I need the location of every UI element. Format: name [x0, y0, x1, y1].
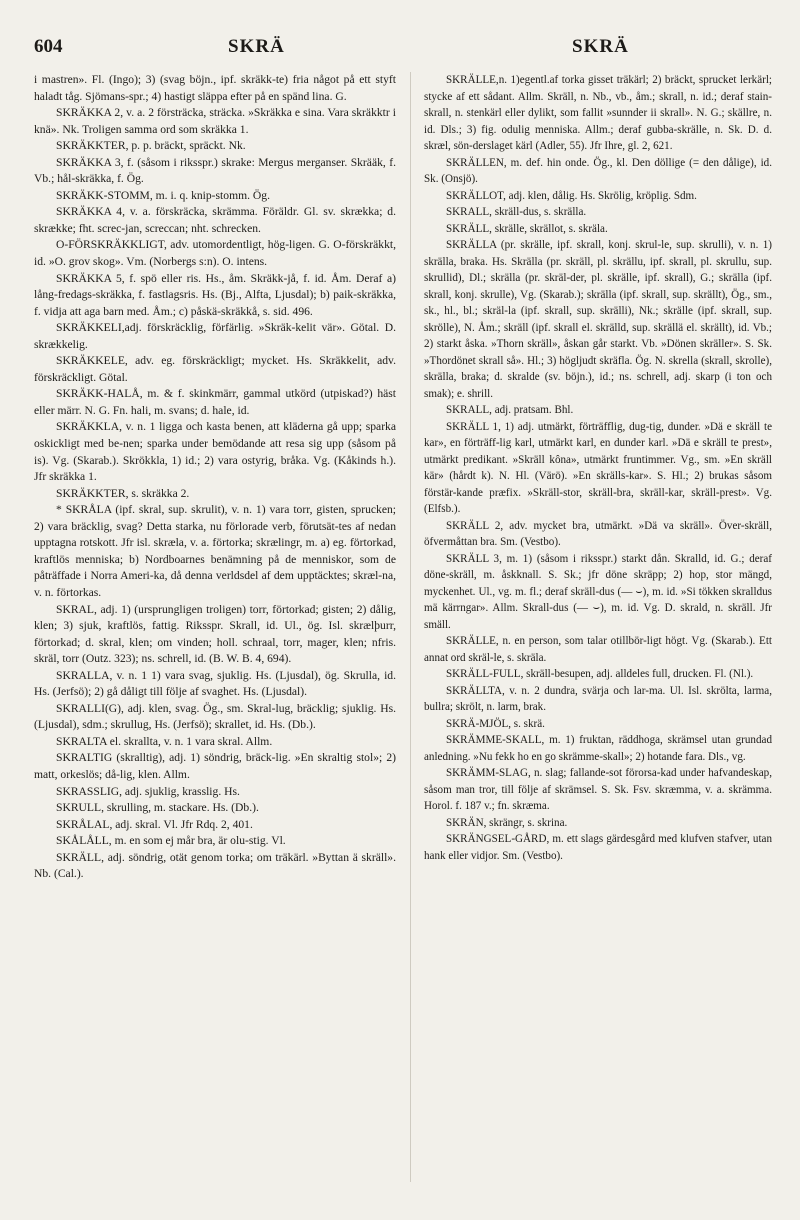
entry-skrall-ref: SKRALL, skräll-dus, s. skrälla. — [446, 206, 587, 218]
entry-o-forskrakkligt: O-FÖRSKRÄKKLIGT, adv. utomordentligt, hög-ligen. G. O-förskräkkt, id. »O. grov skog». Vm. (Norbergs s:n). O. intens. — [34, 238, 396, 269]
column-gutter — [410, 72, 411, 1182]
entry-skra-mjol: SKRÄ-MJÖL, s. skrä. — [446, 717, 545, 730]
entry-skrakka-5: SKRÄKKA 5, f. spö eller ris. Hs., åm. Skräkk-jå, f. id. Åm. Deraf a) lång-fredags-skräkka, f. fastlagsris. Hs. (Bj., Alfta, Ljusdal); b) paik-skräkka, f. vidja att aga barn med. Åm.; c) påskä-skräkkå, s. sid. 496. — [34, 271, 396, 318]
entry-skrallot: SKRÄLLOT, adj. klen, dålig. Hs. Skrölig, kröplig. Sdm. — [446, 189, 697, 202]
entry-skrakkeli: SKRÄKKELI,adj. förskräcklig, förfärlig. »Skräk-kelit vär». Götal. D. skrækkelig. — [34, 321, 396, 351]
entry-skraltig: SKRALTIG (skralltig), adj. 1) söndrig, bräck-lig. »En skraltig stol»; 2) matt, orkeslös; då-lig, klen. Allm. — [34, 751, 396, 781]
entry-skrakkter-ref: SKRÄKKTER, s. skräkka 2. — [56, 486, 190, 500]
entry-skralta: SKRALTA el. skrallta, v. n. 1 vara skral. Allm. — [56, 734, 273, 748]
entry-skrakka-4: SKRÄKKA 4, v. a. förskräcka, skrämma. Föräldr. Gl. sv. skrækka; d. skrække; fht. screc-jan, screccan; nht. schrecken. — [34, 205, 396, 235]
entry-skrall-adj: SKRÄLL, adj. söndrig, otät genom torka; om träkärl. »Byttan ä skräll». Nb. (Cal.). — [34, 850, 396, 881]
entry-skrallen: SKRÄLLEN, m. def. hin onde. Ög., kl. Den döllige (= den dålige), id. Sk. (Onsjö). — [424, 156, 772, 185]
entry-skrakkter: SKRÄKKTER, p. p. bräckt, spräckt. Nk. — [56, 139, 246, 153]
entry-skrakka-3: SKRÄKKA 3, f. (såsom i riksspr.) skrake: Mergus merganser. Skrääk, f. Vb.; hål-skräkka, f. Ög. — [34, 155, 396, 186]
running-header — [34, 36, 766, 64]
entry-skralal: SKRÅLAL, adj. skral. Vl. Jfr Rdq. 2, 401. — [56, 817, 253, 831]
entry-skrakka-2: SKRÄKKA 2, v. a. 2 försträcka, sträcka. »Skräkka e sina. Vara skräkktr i knä». Nk. Troligen samma ord som skräkka 1. — [34, 106, 396, 136]
right-column — [424, 72, 772, 864]
entry-skralla: SKRALLA, v. n. 1 1) vara svag, sjuklig. Hs. (Ljusdal), ög. Skrulla, id. Hs. (Jerfsö); 2) gå dåligt till följe af svaghet. Hs. (Ljusdal). — [34, 668, 396, 699]
running-headword-right: SKRÄ — [572, 36, 629, 57]
entry-skrangsel-gard: SKRÄNGSEL-GÅRD, m. ett slags gärdesgård med klufven stafver, utan hank eller vidjor. Sm. (Vestbo). — [424, 833, 772, 862]
entry-skalall: SKÅLÅLL, m. en som ej mår bra, är olu-stig. Vl. — [56, 834, 286, 848]
page-number: 604 — [34, 36, 63, 57]
entry-skral: SKRAL, adj. 1) (ursprungligen troligen) torr, förtorkad; gisten; 2) dålig, klen; 3) sjuk, kraftlös, fattig. Riksspr. Skrall, id. Ul., ög. Isl. skrælþurr, förtorkad; d. skral, klen; om vinden; holl. schraal, torr, mager, klen; nfris. skräl, torr (Outz. 323); ns. schrell, id. (B. W. B. 4, 694). — [34, 602, 396, 666]
entry-skralle-person: SKRÄLLE, n. en person, som talar otillbör-ligt högt. Vg. (Skarab.). Ett annat ord skräl-le, s. skräla. — [424, 635, 772, 664]
entry-skrakkele: SKRÄKKELE, adv. eg. förskräckligt; mycket. Hs. Skräkkelit, adv. förskräckligt. Götal. — [34, 354, 396, 384]
entry-skramm-slag: SKRÄMM-SLAG, n. slag; fallande-sot förorsa-kad under hafvandeskap, såsom man tror, till följe af skrämsel. S. Sk. Fsv. skræmma, v. a. skrämma. Horol. f. 187 v.; fn. skræma. — [424, 767, 772, 812]
entry-skrasslig: SKRASSLIG, adj. sjuklig, krasslig. Hs. — [56, 784, 240, 798]
entry-skrall-full: SKRÄLL-FULL, skräll-besupen, adj. alldeles full, drucken. Fl. (Nl.). — [446, 668, 754, 680]
entry-skrull: SKRULL, skrulling, m. stackare. Hs. (Db.). — [56, 801, 259, 815]
entry-skrakk-stomm: SKRÄKK-STOMM, m. i. q. knip-stomm. Ög. — [56, 188, 270, 202]
entry-skrakk-hala: SKRÄKK-HALÅ, m. & f. skinkmärr, gammal utkörd (utpiskad?) häst eller märr. N. G. Fn. hali, m. svans; d. hale, id. — [34, 387, 396, 417]
entry-skran: SKRÄN, skrängr, s. skrina. — [446, 816, 568, 829]
entry-skralla-verb: SKRÄLLA (pr. skrälle, ipf. skrall, konj. skrul-le, sup. skrulli), v. n. 1) skrälla, braka. Hs. Skrälla (pr. skräll, pl. skrällu, ipf. skrall, pl. skrullu, sup. skrullid), Dl.; skrälla (pr. skräl-der, pl. skrälle, ipf. skrall), G.; skrälla (ipf. skrall, konj. skrulle), Vg. (Skarab.); skrälla (ipf. skrall, sup. skrällt), Ög., sm., sk., hl., bl.; skräl-la (ipf. skrall, sup. skrälli), Nk.; skrälle (ipf. skrall, sup. skrölle), N. Åm.; skräll (ipf. skrall el. skrälld, sup. skrällä el. skrällt), id. Vb.; 2) starkt åska. »Thorn skräll», åskan går starkt. Vb. »Dönen skräller». S. Sk. »Thordönet skrall så». Hl.; 3) högljudt skräfla. Ög. N. skrella (skrall, skrolle), skrälla, braka; d. skralde (sv. böjn.), id.; ns. schrell, adj. skarp (i ton och smak); e. shrill. — [424, 239, 772, 400]
entry-skrala: * SKRÅLA (ipf. skral, sup. skrulit), v. n. 1) vara torr, gisten, sprucken; 2) vara bräcklig, svag? Detta starka, nu förlorade verb, förutsät-tes af nedan upptagna rotskott. Jfr isl. skræla, v. a. förtorka; skrælingr, m. a) eg. förtorkad, kraftlös menniska; b) Nordboarnes benämning på de menniskor, som de påträffade i Norra Ameri-ka, då denna verldsdel af dem upptäcktes; skræl-na, v. n. förtorkas. — [34, 503, 396, 599]
running-headword-left: SKRÄ — [228, 36, 285, 57]
entry-skralli: SKRALLI(G), adj. klen, svag. Ög., sm. Skral-lug, bräcklig; sjuklig. Hs. (Ljusdal), sdm.; skrullug, Hs. (Jerfsö); skrallet, id. Hs. (Db.). — [34, 701, 396, 732]
entry-skralle: SKRÄLLE,n. 1)egentl.af torka gisset träkärl; 2) bräckt, sprucket lerkärl; stycke af ett sådant. Allm. Skräll, n. Nb., vb., åm.; skrall, n. id.; deraf stain-skrall, n. stenkärl eller dylikt, som fallit »sunnder ii skrall». N. G.; skällre, n. id. Dls.; 3) fig. odulig menniska. Allm.; deraf gubba-skrälle, n. Sk. D. d. skræl, sön-derslaget kärl (Adler, 55). Jfr Ihre, gl. 2, 621. — [424, 74, 772, 152]
entry-skrall-pratsam: SKRALL, adj. pratsam. Bhl. — [446, 404, 574, 416]
entry-skrall-1: SKRÄLL 1, 1) adj. utmärkt, förträfflig, dug-tig, dunder. »Dä e skräll te kar», en förträff-lig karl, utmärkt karl, en dunder karl. »Dä e skräll te prest», utmärkt predikant. »Skräll kôna», utmärkt fruntimmer. Vg., sm. »En skräll kär» (hårdt k). N. Hl. (Värö). »En skrälls-kar». S. Hl.; 2) brukas såsom förstär-kande præfix. »Skräll-stor, skräll-bra, skräll-kar, skräll-prest». Vg. (Elfsb.). — [424, 420, 772, 515]
entry-skramme-skall: SKRÄMME-SKALL, m. 1) fruktan, räddhoga, skrämsel utan grundad anledning. »Nu fekk ho en go skrämme-skall»; 2) hotande fara. Dls., vg. — [424, 734, 772, 763]
entry-continuation: i mastren». Fl. (Ingo); 3) (svag böjn., ipf. skräkk-te) fria något på ett styft haladt tåg. Sjömans-spr.; 4) hastigt släppa efter på en spänd lina. G. — [34, 73, 396, 103]
entry-skrall-3: SKRÄLL 3, m. 1) (såsom i riksspr.) starkt dån. Skralld, id. G.; deraf döne-skräll, m. åskknall. S. Sk.; jfr döne skräpp; 2) hop, stor mängd, myckenhet. Ul., vg. m. fl.; deraf skräll-dus (— ⌣), m. id. »Si tökken skralldus mä kärrngar». Allm. Skrall-dus (— ⌣), m. id. Vg. D. skrald, n. skräll. Jfr smäll. — [424, 552, 772, 631]
entry-skrall-2: SKRÄLL 2, adv. mycket bra, utmärkt. »Dä va skräll». Över-skräll, öfvermåttan bra. Sm. (Vestbo). — [424, 519, 772, 548]
left-column — [34, 72, 396, 883]
entry-skrakkla: SKRÄKKLA, v. n. 1 ligga och kasta benen, att kläderna gå upp; sparka oskickligt med be-nen; sparka under bemödande att resa sig upp (såsom på is). Vg. (Skarab.). Skrökkla, 1) id.; 2) vara ostyrig, bråka. Vg. (Kåkinds h.). Jfr skräkka 1. — [34, 420, 396, 484]
entry-skrallta: SKRÄLLTA, v. n. 2 dundra, svärja och lar-ma. Ul. Isl. skrölta, larma, bullra; skrölt, n. larm, brak. — [424, 684, 772, 713]
entry-skrall-ref-2: SKRÄLL, skrälle, skrällot, s. skräla. — [446, 222, 608, 235]
